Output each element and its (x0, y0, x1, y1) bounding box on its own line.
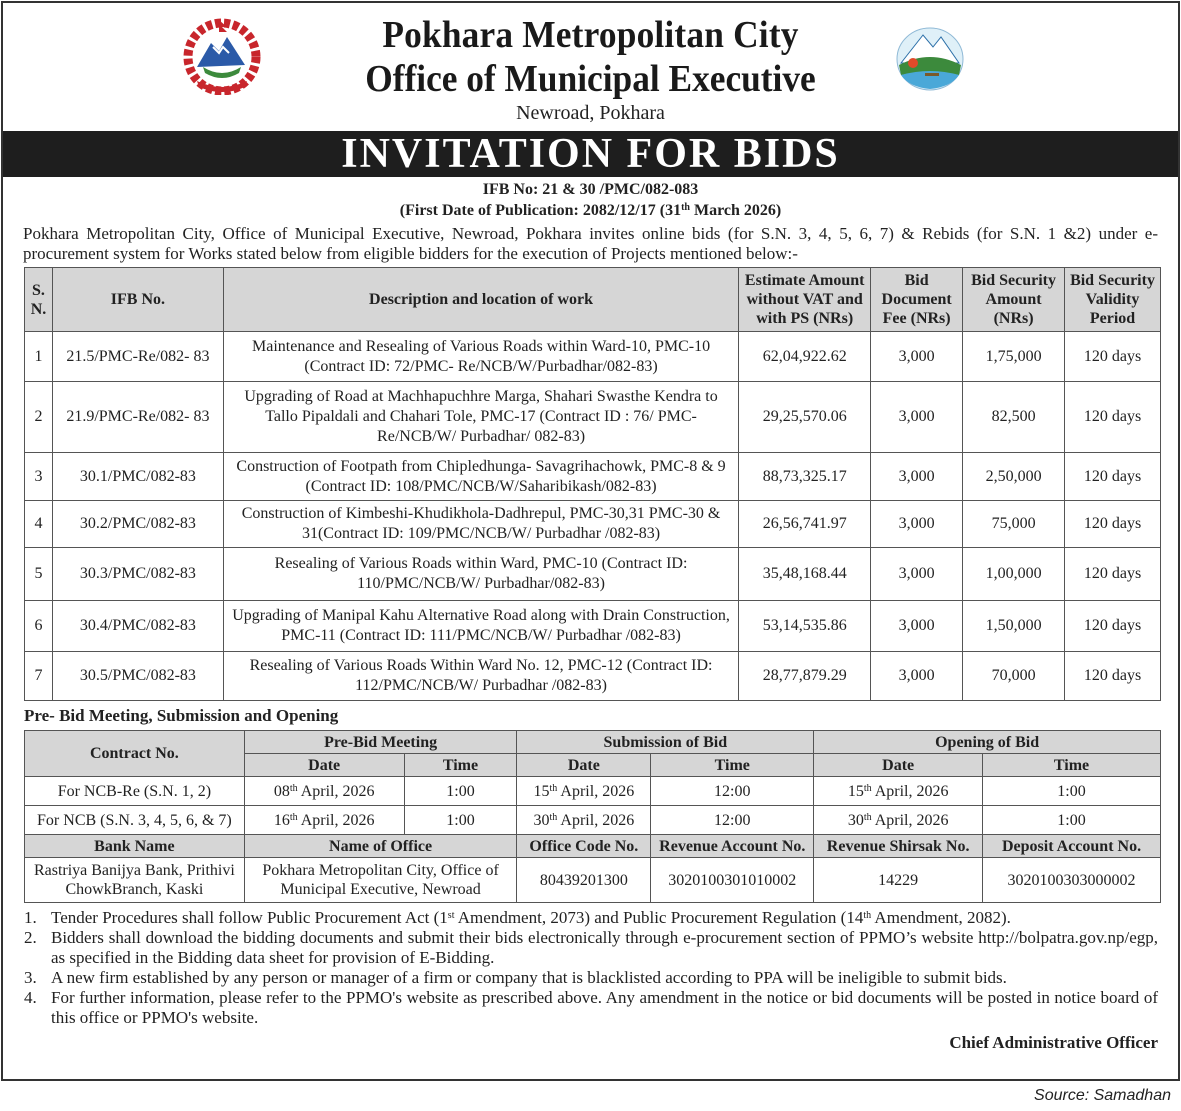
cell-security-amount: 70,000 (963, 652, 1065, 701)
cell-ifb-no: 30.3/PMC/082-83 (52, 548, 223, 601)
cell-security-amount: 75,000 (963, 501, 1065, 548)
cell-opening-date: 30th April, 2026 (814, 806, 983, 835)
cell-doc-fee: 3,000 (871, 548, 963, 601)
cell-opening-time: 1:00 (983, 777, 1161, 806)
schedule-table (24, 730, 1161, 903)
cell-estimate: 26,56,741.97 (739, 501, 871, 548)
notice-header (3, 3, 1178, 131)
cell-security-validity: 120 days (1065, 382, 1161, 453)
cell-pre-bid-time: 1:00 (404, 806, 517, 835)
cell-sn: 5 (25, 548, 53, 601)
cell-submission-time: 12:00 (651, 806, 814, 835)
cell-sn: 1 (25, 332, 53, 382)
cell-ifb-no: 30.2/PMC/082-83 (52, 501, 223, 548)
cell-security-validity: 120 days (1065, 453, 1161, 501)
header-estimate: Estimate Amount without VAT and with PS (NRs) (739, 268, 871, 332)
cell-sn: 2 (25, 382, 53, 453)
cell-security-amount: 1,75,000 (963, 332, 1065, 382)
header-contract-no: Contract No. (25, 731, 245, 777)
note-item: 3. A new firm established by any person or manager of a firm or company that is blacklisted according to PPA will be ineligible to submit bids. (24, 968, 1007, 987)
cell-description: Maintenance and Resealing of Various Roads within Ward-10, PMC-10 (Contract ID: 72/PMC- Re/NCB/W/Purbadhar/082-83) (223, 332, 738, 382)
cell-security-validity: 120 days (1065, 332, 1161, 382)
signatory: Chief Administrative Officer (949, 1033, 1158, 1052)
cell-doc-fee: 3,000 (871, 382, 963, 453)
cell-estimate: 53,14,535.86 (739, 601, 871, 652)
cell-pre-bid-date: 16th April, 2026 (244, 806, 404, 835)
cell-security-amount: 1,00,000 (963, 548, 1065, 601)
cell-estimate: 29,25,570.06 (739, 382, 871, 453)
cell-ifb-no: 30.4/PMC/082-83 (52, 601, 223, 652)
table-row (25, 332, 1161, 382)
header-date: Date (517, 754, 651, 777)
cell-opening-date: 15th April, 2026 (814, 777, 983, 806)
cell-ifb-no: 21.9/PMC-Re/082- 83 (52, 382, 223, 453)
ifb-number: IFB No: 21 & 30 /PMC/082-083 (482, 181, 699, 198)
header-deposit-account: Deposit Account No. (983, 835, 1161, 858)
header-pre-bid: Pre-Bid Meeting (244, 731, 517, 754)
cell-submission-date: 15th April, 2026 (517, 777, 651, 806)
notes-list (3, 903, 1178, 1028)
cell-revenue-account: 3020100301010002 (651, 858, 814, 903)
table-row (25, 601, 1161, 652)
cell-description: Resealing of Various Roads Within Ward No. 12, PMC-12 (Contract ID: 112/PMC/NCB/W/ Purbadhar /082-83) (223, 652, 738, 701)
cell-revenue-shirsak: 14229 (814, 858, 983, 903)
cell-security-validity: 120 days (1065, 601, 1161, 652)
cell-security-validity: 120 days (1065, 501, 1161, 548)
header-description: Description and location of work (223, 268, 738, 332)
cell-submission-date: 30th April, 2026 (517, 806, 651, 835)
cell-doc-fee: 3,000 (871, 652, 963, 701)
header-opening: Opening of Bid (814, 731, 1161, 754)
table-row (25, 453, 1161, 501)
note-item: 4. For further information, please refer to the PPMO's website as prescribed above. Any amendment in the notice or bid documents will be posted in notice board of this office or PPMO's website. (24, 988, 1158, 1027)
cell-security-amount: 2,50,000 (963, 453, 1065, 501)
notice-document (1, 1, 1180, 1081)
header-time: Time (983, 754, 1161, 777)
cell-office-code: 80439201300 (517, 858, 651, 903)
cell-submission-time: 12:00 (651, 777, 814, 806)
note-item: 1. Tender Procedures shall follow Public Procurement Act (1st Amendment, 2073) and Public Procurement Regulation (14th Amendment, 2082). (24, 908, 1011, 927)
header-date: Date (814, 754, 983, 777)
cell-description: Resealing of Various Roads within Ward, PMC-10 (Contract ID: 110/PMC/NCB/W/ Purbadhar/082-83) (223, 548, 738, 601)
publication-date: (First Date of Publication: 2082/12/17 (31th March 2026) (399, 202, 782, 219)
header-security-validity: Bid Security Validity Period (1065, 268, 1161, 332)
header-revenue-shirsak: Revenue Shirsak No. (814, 835, 983, 858)
cell-doc-fee: 3,000 (871, 453, 963, 501)
cell-sn: 3 (25, 453, 53, 501)
cell-description: Construction of Kimbeshi-Khudikhola-Dadhrepul, PMC-30,31 PMC-30 & 31(Contract ID: 109/PMC/NCB/W/ Purbadhar /082-83) (223, 501, 738, 548)
table-row (25, 548, 1161, 601)
cell-pre-bid-time: 1:00 (404, 777, 517, 806)
table-row (25, 382, 1161, 453)
cell-bank-name: Rastriya Banijya Bank, Prithivi ChowkBranch, Kaski (25, 858, 245, 903)
cell-estimate: 88,73,325.17 (739, 453, 871, 501)
header-ifb-no: IFB No. (52, 268, 223, 332)
cell-doc-fee: 3,000 (871, 332, 963, 382)
intro-paragraph: Pokhara Metropolitan City, Office of Municipal Executive, Newroad, Pokhara invites online bids (for S.N. 3, 4, 5, 6, 7) & Rebids (for S.N. 1 &2) under e-procurement system for Works stated below from eligible bidders for the execution of Projects mentioned below:- (23, 224, 1158, 263)
office-title: Office of Municipal Executive (365, 58, 816, 100)
cell-description: Construction of Footpath from Chipledhunga- Savagrihachowk, PMC-8 & 9 (Contract ID: 108/PMC/NCB/W/Saharibikash/082-83) (223, 453, 738, 501)
pokhara-city-logo-icon (893, 27, 967, 95)
cell-description: Upgrading of Manipal Kahu Alternative Road along with Drain Construction, PMC-11 (Contract ID: 111/PMC/NCB/W/ Purbadhar /082-83) (223, 601, 738, 652)
works-table-header (25, 268, 1161, 332)
header-office-name: Name of Office (244, 835, 517, 858)
table-row (25, 501, 1161, 548)
cell-security-amount: 1,50,000 (963, 601, 1065, 652)
header-doc-fee: Bid Document Fee (NRs) (871, 268, 963, 332)
table-row (25, 652, 1161, 701)
cell-pre-bid-date: 08th April, 2026 (244, 777, 404, 806)
header-office-code: Office Code No. (517, 835, 651, 858)
source-credit: Source: Samadhan (1034, 1087, 1171, 1104)
schedule-row (25, 777, 1161, 806)
organization-title: Pokhara Metropolitan City (382, 14, 799, 56)
cell-ifb-no: 30.5/PMC/082-83 (52, 652, 223, 701)
bank-header-row (25, 835, 1161, 858)
cell-security-validity: 120 days (1065, 548, 1161, 601)
schedule-heading: Pre- Bid Meeting, Submission and Opening (24, 706, 339, 725)
cell-sn: 4 (25, 501, 53, 548)
header-revenue-account: Revenue Account No. (651, 835, 814, 858)
header-date: Date (244, 754, 404, 777)
cell-contract: For NCB (S.N. 3, 4, 5, 6, & 7) (25, 806, 245, 835)
header-sn: S. N. (25, 268, 53, 332)
cell-office-name: Pokhara Metropolitan City, Office of Municipal Executive, Newroad (244, 858, 517, 903)
cell-ifb-no: 21.5/PMC-Re/082- 83 (52, 332, 223, 382)
cell-doc-fee: 3,000 (871, 501, 963, 548)
note-item: 2. Bidders shall download the bidding documents and submit their bids electronically through e-procurement section of PPMO’s website http://bolpatra.gov.np/egp, as specified in the Bidding data sheet for provision of E-Bidding. (24, 928, 1158, 967)
header-bank-name: Bank Name (25, 835, 245, 858)
cell-sn: 6 (25, 601, 53, 652)
cell-deposit-account: 3020100303000002 (983, 858, 1161, 903)
cell-estimate: 28,77,879.29 (739, 652, 871, 701)
schedule-header-row (25, 731, 1161, 754)
header-submission: Submission of Bid (517, 731, 814, 754)
cell-estimate: 62,04,922.62 (739, 332, 871, 382)
works-table (24, 267, 1161, 701)
cell-estimate: 35,48,168.44 (739, 548, 871, 601)
cell-security-validity: 120 days (1065, 652, 1161, 701)
cell-doc-fee: 3,000 (871, 601, 963, 652)
cell-ifb-no: 30.1/PMC/082-83 (52, 453, 223, 501)
office-address: Newroad, Pokhara (516, 102, 665, 124)
invitation-banner: INVITATION FOR BIDS (3, 131, 1178, 177)
header-time: Time (651, 754, 814, 777)
cell-security-amount: 82,500 (963, 382, 1065, 453)
cell-sn: 7 (25, 652, 53, 701)
header-security-amount: Bid Security Amount (NRs) (963, 268, 1065, 332)
schedule-row (25, 806, 1161, 835)
cell-opening-time: 1:00 (983, 806, 1161, 835)
cell-description: Upgrading of Road at Machhapuchhre Marga, Shahari Swasthe Kendra to Tallo Pipaldali and Chahari Tole, PMC-17 (Contract ID : 76/ PMC-Re/NCB/W/ Purbadhar/ 082-83) (223, 382, 738, 453)
bank-row (25, 858, 1161, 903)
header-time: Time (404, 754, 517, 777)
cell-contract: For NCB-Re (S.N. 1, 2) (25, 777, 245, 806)
